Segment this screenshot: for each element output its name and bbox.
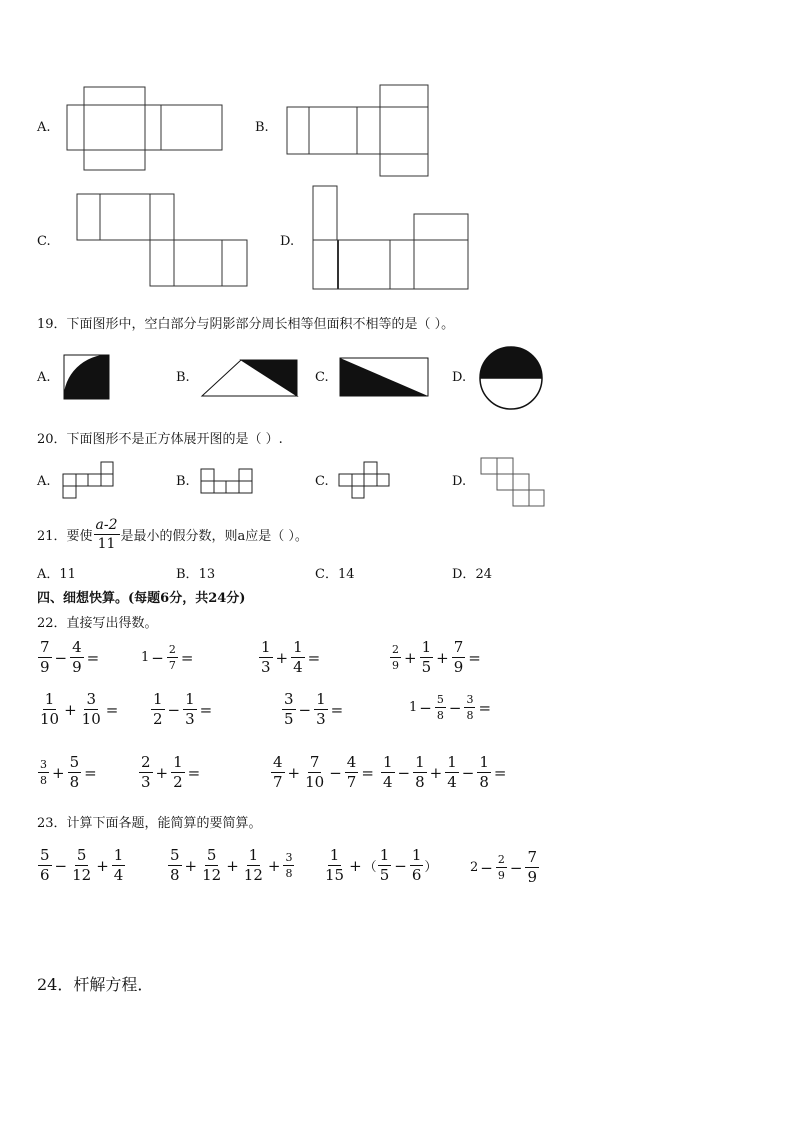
fraction-denominator: 5: [379, 866, 390, 884]
right-paren: ）: [424, 860, 438, 875]
q20-option-b-label[interactable]: B.: [176, 474, 190, 489]
fraction-denominator: 2: [173, 773, 183, 791]
fraction-denominator: 10: [81, 710, 101, 728]
operator: +: [287, 763, 301, 782]
fraction-numerator: 1: [316, 690, 326, 708]
q21-option-c-value: 14: [337, 567, 355, 582]
fraction-numerator: 7: [40, 638, 50, 656]
fraction-numerator: 2: [392, 643, 399, 656]
fraction-numerator: 5: [69, 753, 80, 771]
operator: −: [397, 763, 411, 782]
fraction-numerator: 2: [168, 643, 176, 656]
q23-title: 23．计算下面各题，能简算的要简算。: [37, 816, 262, 831]
equals-sign: =: [187, 763, 201, 782]
fraction-denominator: 15: [325, 866, 345, 884]
q20-option-a-label[interactable]: A.: [37, 474, 51, 489]
fraction-numerator: 3: [40, 758, 47, 771]
fraction-denominator: 12: [243, 866, 263, 884]
q20-option-d-label[interactable]: D.: [452, 474, 467, 489]
operator: +: [267, 856, 281, 875]
q21-question: [37, 518, 308, 551]
equals-sign: =: [361, 763, 374, 782]
operator: +: [429, 763, 443, 782]
fraction-denominator: 8: [285, 867, 293, 880]
q20-net-d[interactable]: [0, 0, 794, 520]
q22-expression[interactable]: [389, 640, 483, 675]
fraction-denominator: 8: [479, 773, 489, 791]
q21-option-d-value: 24: [475, 567, 492, 582]
q21-option-d-letter: D．: [452, 567, 476, 582]
fraction-numerator: 1: [479, 753, 489, 771]
operator: −: [298, 700, 312, 719]
q22-expression[interactable]: [258, 640, 322, 675]
q18-option-a-label[interactable]: A.: [37, 120, 51, 135]
fraction-denominator: 8: [40, 774, 47, 787]
operator: +: [184, 856, 198, 875]
q21-option-b-letter: B．: [176, 567, 199, 582]
equals-sign: =: [199, 700, 213, 719]
q18-option-d-label[interactable]: D.: [280, 234, 295, 249]
operator: −: [461, 763, 475, 782]
equals-sign: =: [307, 648, 321, 667]
fraction-denominator: 7: [273, 773, 283, 791]
fraction-numerator: 1: [153, 690, 163, 708]
fraction-numerator: 4: [346, 753, 357, 771]
q21-option-c-letter: C．: [315, 567, 338, 582]
fraction-numerator: 1: [415, 753, 425, 771]
fraction-numerator: 1: [173, 753, 183, 771]
fraction-numerator: 3: [86, 690, 96, 708]
operator: −: [54, 856, 68, 875]
fraction-denominator: 7: [168, 659, 176, 672]
q21-fraction: [94, 518, 120, 551]
q21-option-a-value: 11: [59, 567, 76, 582]
q22-title: 22．直接写出得数。: [37, 616, 158, 631]
fraction-numerator: 1: [248, 846, 259, 864]
operator: +: [155, 763, 169, 782]
whole-number: 1: [409, 700, 418, 715]
fraction-numerator: 1: [113, 846, 124, 864]
operator: −: [167, 700, 181, 719]
equals-sign: =: [468, 648, 481, 667]
fraction-denominator: 12: [202, 866, 222, 884]
fraction-numerator: 1: [447, 753, 457, 771]
fraction-denominator: 10: [305, 773, 325, 791]
fraction-numerator: 1: [379, 846, 390, 864]
q20-question: 20．下面图形不是正方体展开图的是（ ）.: [37, 432, 283, 447]
equals-sign: =: [478, 698, 492, 717]
fraction-denominator: 9: [40, 658, 50, 676]
operator: +: [404, 648, 417, 667]
fraction-denominator: 9: [453, 658, 464, 676]
q21-option-c[interactable]: [315, 563, 355, 582]
fraction-numerator: 1: [293, 638, 303, 656]
fraction-denominator: 3: [141, 773, 151, 791]
operator: +: [436, 648, 449, 667]
operator: +: [275, 648, 289, 667]
equals-sign: =: [84, 763, 97, 782]
fraction-denominator: 8: [466, 709, 474, 722]
q21-option-a[interactable]: [37, 563, 76, 582]
q22-expression[interactable]: [150, 692, 214, 727]
fraction-numerator: 7: [309, 753, 320, 771]
q21-suffix: 是最小的假分数，则a应是（ ）。: [120, 529, 308, 544]
q19-option-d-label[interactable]: D.: [452, 370, 467, 385]
left-paren: （: [363, 860, 377, 875]
fraction-denominator: 8: [436, 709, 444, 722]
q22-expression[interactable]: [409, 694, 493, 721]
fraction-denominator: 12: [72, 866, 92, 884]
q22-expression[interactable]: [37, 692, 120, 727]
q23-expression[interactable]: [322, 848, 437, 883]
q22-expression[interactable]: [270, 755, 376, 790]
q23-expression[interactable]: [470, 850, 540, 885]
fraction-numerator: 1: [411, 846, 422, 864]
whole-number: 1: [141, 650, 150, 665]
fraction-numerator: 4: [72, 638, 82, 656]
q21-option-d[interactable]: [452, 563, 492, 582]
q24-title: 24．杆解方程．: [37, 975, 154, 994]
fraction-denominator: 8: [415, 773, 425, 791]
operator: +: [52, 763, 65, 782]
q22-expression[interactable]: [138, 755, 202, 790]
fraction-denominator: 9: [72, 658, 82, 676]
fraction-denominator: 4: [113, 866, 124, 884]
equals-sign: =: [180, 648, 194, 667]
fraction-denominator: 5: [421, 658, 432, 676]
fraction-numerator: 1: [261, 638, 271, 656]
fraction-numerator: 5: [206, 846, 217, 864]
operator: −: [151, 648, 164, 667]
fraction-denominator: 9: [527, 868, 537, 886]
operator: −: [480, 858, 493, 877]
equals-sign: =: [105, 700, 119, 719]
fraction-denominator: 7: [346, 773, 357, 791]
fraction-denominator: 2: [153, 710, 163, 728]
q23-expression[interactable]: [167, 848, 295, 883]
fraction-numerator: 7: [453, 638, 464, 656]
operator: +: [64, 700, 77, 719]
fraction-numerator: 4: [273, 753, 283, 771]
fraction-denominator: 4: [447, 773, 457, 791]
q21-prefix: 21．要使: [37, 529, 93, 544]
q22-expression[interactable]: [281, 692, 345, 727]
q21-fraction-denominator: 11: [97, 536, 116, 552]
q20-option-c-label[interactable]: C.: [315, 474, 329, 489]
q19-option-b-label[interactable]: B.: [176, 370, 190, 385]
q19-option-a-label[interactable]: A.: [37, 370, 51, 385]
fraction-denominator: 8: [69, 773, 80, 791]
fraction-numerator: 1: [421, 638, 432, 656]
q19-question: 19．下面图形中，空白部分与阴影部分周长相等但面积不相等的是（ ）。: [37, 317, 455, 332]
operator: −: [329, 763, 342, 782]
fraction-denominator: 4: [383, 773, 393, 791]
q21-option-b-value: 13: [198, 567, 216, 582]
fraction-denominator: 4: [293, 658, 303, 676]
fraction-numerator: 3: [466, 693, 474, 706]
q18-option-c-label[interactable]: C.: [37, 234, 51, 249]
q21-fraction-numerator: a-2: [95, 517, 118, 533]
operator: +: [226, 856, 239, 875]
q22-expression[interactable]: [37, 640, 101, 675]
operator: −: [394, 856, 407, 875]
fraction-denominator: 8: [170, 866, 180, 884]
fraction-denominator: 3: [261, 658, 271, 676]
fraction-numerator: 1: [329, 846, 340, 864]
fraction-denominator: 9: [392, 659, 399, 672]
fraction-denominator: 6: [411, 866, 422, 884]
fraction-denominator: 6: [40, 866, 50, 884]
fraction-numerator: 3: [285, 851, 293, 864]
fraction-numerator: 5: [40, 846, 50, 864]
q23-expression[interactable]: [37, 848, 126, 883]
operator: −: [509, 858, 523, 877]
fraction-denominator: 9: [497, 869, 505, 882]
fraction-numerator: 2: [497, 853, 505, 866]
whole-number: 2: [470, 860, 479, 875]
operator: −: [448, 698, 462, 717]
fraction-denominator: 5: [284, 710, 294, 728]
q21-option-b[interactable]: [176, 563, 215, 582]
equals-sign: =: [330, 700, 344, 719]
equals-sign: =: [493, 763, 507, 782]
fraction-numerator: 1: [185, 690, 195, 708]
fraction-numerator: 5: [436, 693, 444, 706]
fraction-denominator: 3: [185, 710, 195, 728]
fraction-numerator: 3: [284, 690, 294, 708]
fraction-numerator: 5: [170, 846, 180, 864]
q22-expression[interactable]: [37, 755, 99, 790]
q18-option-b-label[interactable]: B.: [255, 120, 269, 135]
q22-expression[interactable]: [141, 644, 195, 671]
fraction-numerator: 1: [383, 753, 393, 771]
fraction-numerator: 5: [76, 846, 87, 864]
section-heading: 四、细想快算。(每题6分，共24分): [37, 591, 246, 606]
operator: −: [54, 648, 68, 667]
q19-option-c-label[interactable]: C.: [315, 370, 329, 385]
fraction-numerator: 7: [527, 848, 537, 866]
fraction-numerator: 1: [44, 690, 55, 708]
operator: +: [96, 856, 109, 875]
operator: +: [349, 856, 362, 875]
q21-option-a-letter: A．: [37, 567, 60, 582]
fraction-numerator: 2: [141, 753, 151, 771]
q22-expression[interactable]: [380, 755, 509, 790]
fraction-denominator: 3: [316, 710, 326, 728]
fraction-denominator: 10: [40, 710, 60, 728]
operator: −: [419, 698, 432, 717]
equals-sign: =: [86, 648, 100, 667]
